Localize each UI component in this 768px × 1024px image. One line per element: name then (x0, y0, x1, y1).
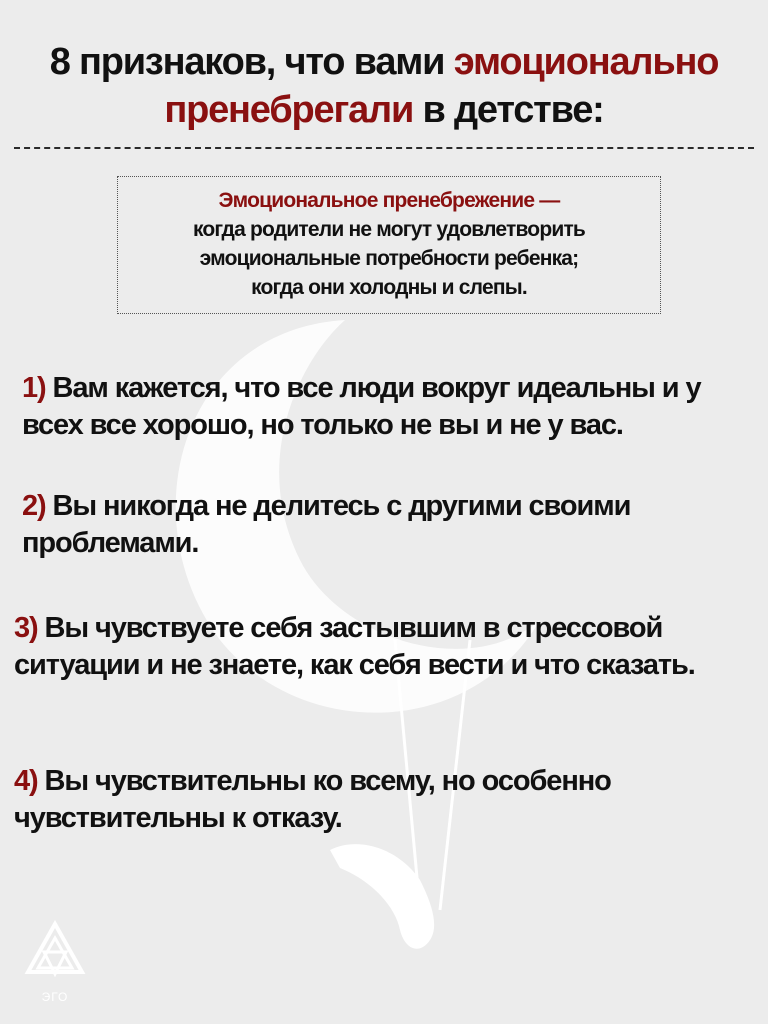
dashed-divider (14, 147, 754, 149)
title-accent-2: пренебрегали (164, 89, 414, 131)
page-title (0, 38, 768, 134)
title-part-2: в детстве: (413, 89, 604, 131)
definition-line-2: эмоциональные потребности ребенка; (199, 247, 579, 270)
sign-number: 1) (22, 372, 46, 404)
sign-text: Вы никогда не делитесь с другими своими проблемами. (22, 490, 631, 559)
valknut-logo-icon (22, 918, 88, 984)
sign-item-1 (22, 370, 752, 444)
title-part-1: 8 признаков, что вами (49, 41, 454, 83)
definition-line-1: когда родители не могут удовлетворить (192, 218, 586, 241)
definition-term: Эмоциональное пренебрежение — (218, 189, 560, 212)
sign-text: Вы чувствуете себя застывшим в стрессовой ситуации и не знаете, как себя вести и что сказать. (14, 612, 695, 681)
sign-text: Вы чувствительны ко всему, но особенно чувствительны к отказу. (14, 765, 611, 834)
sign-item-4 (14, 763, 754, 837)
title-accent-1: эмоционально (453, 41, 719, 83)
sign-number: 3) (14, 612, 38, 644)
logo-label: ЭГО (41, 990, 69, 1004)
swinging-figure-silhouette (330, 844, 434, 949)
brand-logo (22, 918, 88, 1004)
sign-item-3 (14, 610, 754, 684)
sign-text: Вам кажется, что все люди вокруг идеальны и у всех все хорошо, но только не вы и не у вас. (22, 372, 701, 441)
sign-number: 4) (14, 765, 38, 797)
sign-number: 2) (22, 490, 46, 522)
definition-box (117, 176, 661, 314)
definition-line-3: когда они холодны и слепы. (251, 276, 527, 299)
sign-item-2 (22, 488, 752, 562)
